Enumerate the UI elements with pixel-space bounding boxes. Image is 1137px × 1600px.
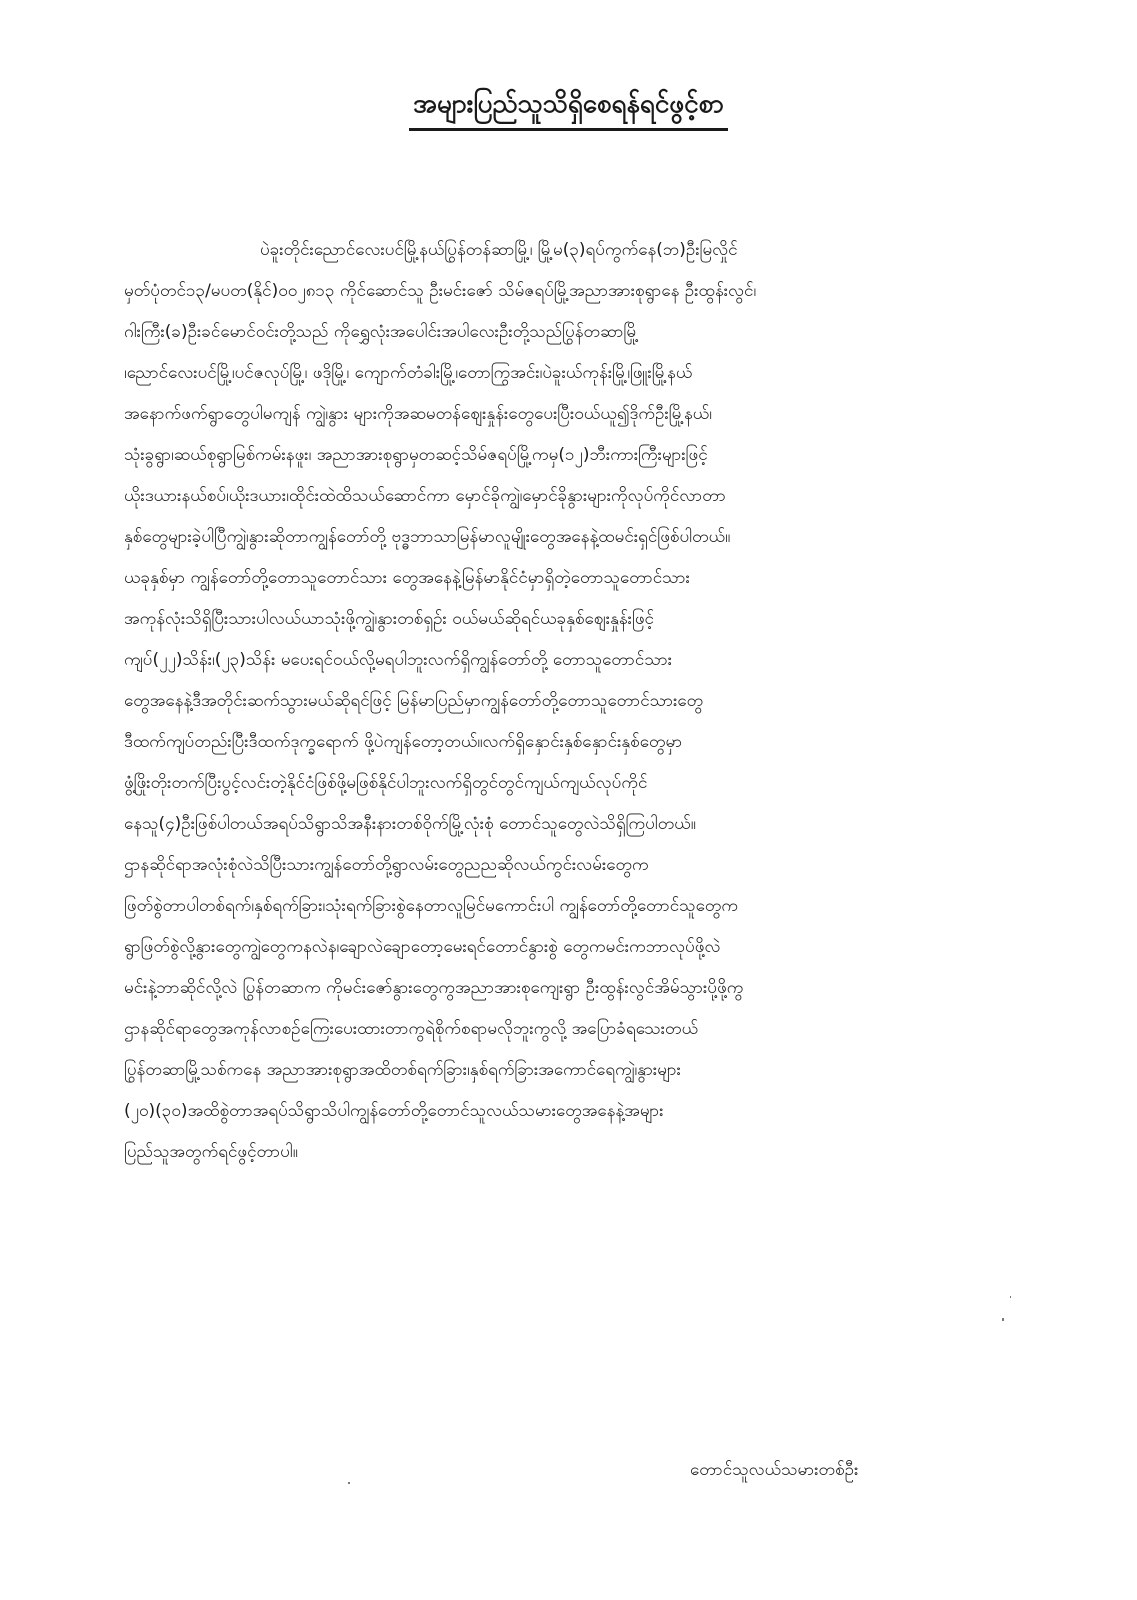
body-line: တွေအနေနဲ့ဒီအတိုင်းဆက်သွားမယ်ဆိုရင်ဖြင့် မြန်မာပြည်မှာကျွန်တော်တို့တောသူတောင်သားတွေ (124, 691, 704, 711)
body-line: ဖြတ်စွဲတာပါတစ်ရက်၊နှစ်ရက်ခြား၊သုံးရက်ခြားစွဲနေတာလူမြင်မကောင်းပါ ကျွန်တော်တို့တောင်သူတွေက (124, 896, 739, 916)
body-line: ဌာနဆိုင်ရာအလုံးစုံလဲသိပြီးသားကျွန်တော်တို့ရွာလမ်းတွေညညဆိုလယ်ကွင်းလမ်းတွေက (124, 855, 649, 875)
body-line: အကုန်လုံးသိရှိပြီးသားပါလယ်ယာသုံးဖို့ကျွဲ၊နွားတစ်ရှဉ်း ဝယ်မယ်ဆိုရင်ယခုနှစ်ဈေးနှုန်းဖြင့် (124, 609, 654, 629)
body-line: ယိုးဒယားနယ်စပ်၊ယိုးဒယား၊ထိုင်းထဲထိသယ်ဆောင်ကာ မှောင်ခိုကျွဲ၊မှောင်ခိုနွားများကိုလုပ်ကိုင်လာတာ (124, 486, 726, 506)
document-body (124, 230, 1039, 1173)
document-title: အများပြည်သူသိရှိစေရန်ရင်ဖွင့်စာ (409, 84, 728, 131)
body-line: ကျပ်(၂၂)သိန်း၊(၂၃)သိန်း မပေးရင်ဝယ်လို့မရပါဘူးလက်ရှိကျွန်တော်တို့ တောသူတောင်သား (124, 650, 673, 670)
scan-speck (1010, 1296, 1011, 1298)
body-line: ဂါးကြီး(ခ)ဦးခင်မောင်ဝင်းတို့သည် ကိုရွှေလုံးအပေါင်းအပါလေးဦးတို့သည်ပြွန်တဆာမြို့ (124, 322, 639, 342)
body-line: နေသူ(၄)ဦးဖြစ်ပါတယ်အရပ်သိရွာသိအနီးနားတစ်ဝိုက်မြို့လုံးစုံ တောင်သူတွေလဲသိရှိကြပါတယ်။ (124, 814, 696, 834)
body-line: ဖွံ့ဖြိုးတိုးတက်ပြီးပွင့်လင်းတဲ့နိုင်ငံဖြစ်ဖို့မဖြစ်နိုင်ပါဘူးလက်ရှိတွင်တွင်ကျယ်ကျယ်လုပ်ကိုင် (124, 773, 648, 793)
body-line: မင်းနဲ့ဘာဆိုင်လို့လဲ ပြွန်တဆာက ကိုမင်းဇော်နွားတွေကွအညာအားစုကျေးရွာ ဦးထွန်းလွင်အိမ်သွားပို့ဖို့ကွ (124, 978, 744, 998)
signature: တောင်သူလယ်သမားတစ်ဦး (690, 1460, 859, 1480)
body-line: ပဲခူးတိုင်းညောင်လေးပင်မြို့နယ်ပြွန်တန်ဆာမြို့၊ မြို့မ(၃)ရပ်ကွက်နေ(ဘ)ဦးမြလှိုင် (260, 240, 738, 260)
scan-speck (348, 1482, 350, 1484)
body-line: မှတ်ပုံတင်၁၃/မပတ(နိုင်)၀၀၂၈၁၃ ကိုင်ဆောင်သူ ဦးမင်းဇော် သိမ်ဇရပ်မြို့အညာအားစုရွာနေ ဦးထွန်းလွင်၊ (124, 281, 757, 301)
body-line: ရွာဖြတ်စွဲလို့နွားတွေကျွဲတွေကနလဲန၊ချောလဲချောတော့မေးရင်တောင်နွားစွဲ တွေကမင်းကဘာလုပ်ဖို့လဲ (124, 937, 721, 957)
body-line: (၂၀)(၃၀)အထိစွဲတာအရပ်သိရွာသိပါကျွန်တော်တို့တောင်သူလယ်သမားတွေအနေနဲ့အများ (124, 1101, 664, 1121)
body-line: ယခုနှစ်မှာ ကျွန်တော်တို့တောသူတောင်သား တွေအနေနဲ့မြန်မာနိုင်ငံမှာရှိတဲ့တောသူတောင်သား (124, 568, 690, 588)
body-line: သုံးခွရွာ၊ဆယ်စုရွာမြစ်ကမ်းနဖူး၊ အညာအားစုရွာမှတဆင့်သိမ်ဇရပ်မြို့ကမှ(၁၂)ဘီးကားကြီးများဖြင့် (124, 445, 708, 465)
scan-speck (1002, 1318, 1004, 1321)
body-line: ဒီထက်ကျပ်တည်းပြီးဒီထက်ဒုက္ခရောက် ဖို့ပဲကျန်တော့တယ်။လက်ရှိနှောင်းနှစ်နှောင်းနှစ်တွေမှာ (124, 732, 683, 752)
body-line: နှစ်တွေများခဲ့ပါပြီကျွဲ၊နွားဆိုတာကျွန်တော်တို့ ဗုဒ္ဓဘာသာမြန်မာလူမျိုးတွေအနေနဲ့ထမင်းရှင်ဖြစ်ပါတယ်။ (124, 527, 731, 547)
document-title-wrapper (0, 84, 1137, 131)
body-line: ပြည်သူအတွက်ရင်ဖွင့်တာပါ။ (124, 1142, 298, 1162)
body-line: အနောက်ဖက်ရွာတွေပါမကျန် ကျွဲ၊နွား များကိုအဆမတန်ဈေးနှုန်းတွေပေးပြီးဝယ်ယူ၍ဒိုက်ဦးမြို့နယ်၊ (124, 404, 712, 424)
body-line: ဌာနဆိုင်ရာတွေအကုန်လာစဉ်ကြေးပေးထားတာကွရဲစိုက်စရာမလိုဘူးကွလို့ အပြောခံရသေးတယ် (124, 1019, 699, 1039)
body-line: ၊ညောင်လေးပင်မြို့၊ပင်ဇလုပ်မြို့၊ ဖဒိုမြို့၊ ကျောက်တံခါးမြို့၊တောကြွအင်း၊ပဲခူးယ်ကုန်းမြို့၊ဖြူးမြို့နယ် (124, 363, 693, 383)
body-line: ပြွန်တဆာမြို့သစ်ကနေ အညာအားစုရွာအထိတစ်ရက်ခြား၊နှစ်ရက်ခြားအကောင်ရေကျွဲ၊နွားများ (124, 1060, 681, 1080)
